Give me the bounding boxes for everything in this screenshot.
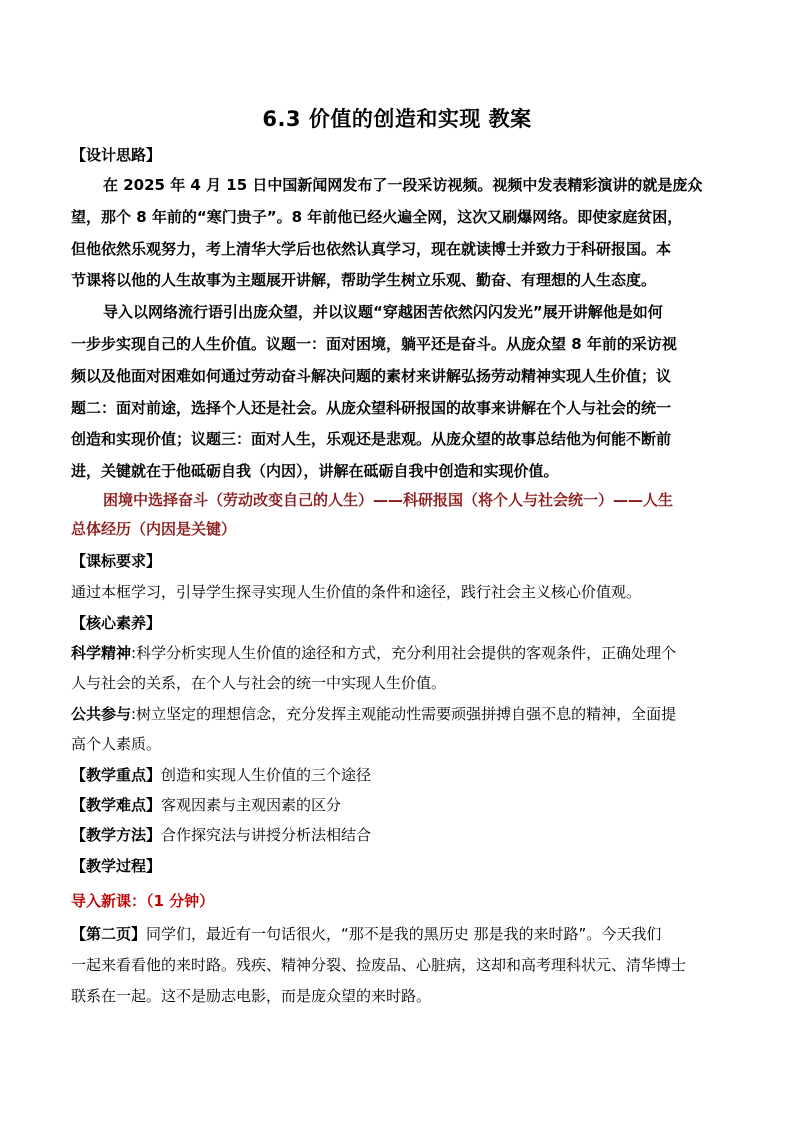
difficulty-text: 客观因素与主观因素的区分 (161, 796, 342, 814)
intro-page-label: 【第二页】 (71, 925, 147, 943)
literacy-public-line1 (71, 704, 676, 724)
method-label: 【教学方法】 (71, 826, 162, 844)
method-text: 合作探究法与讲授分析法相结合 (161, 826, 372, 844)
literacy-public-line2: 高个人素质。 (71, 735, 162, 753)
design-para2-line1: 导入以网络流行语引出庞众望，并以议题“穿越困苦依然闪闪发光”展开讲解他是如何 (103, 303, 663, 321)
design-para1-line3: 但他依然乐观努力，考上清华大学后也依然认真学习，现在就读博士并致力于科研报国。本 (71, 240, 672, 258)
literacy-science-text: :科学分析实现人生价值的途径和方式，充分利用社会提供的客观条件，正确处理个 (131, 644, 677, 662)
design-para2-line3: 频以及他面对困难如何通过劳动奋斗解决问题的素材来讲解弘扬劳动精神实现人生价值；议 (71, 367, 672, 385)
process-heading: 【教学过程】 (71, 857, 162, 875)
intro-heading: 导入新课：（1 分钟） (71, 892, 215, 910)
curriculum-text: 通过本框学习，引导学生探寻实现人生价值的条件和途径，践行社会主义核心价值观。 (71, 583, 642, 601)
key-point-row (71, 765, 371, 785)
difficulty-row (71, 795, 341, 815)
document-title: 6.3 价值的创造和实现 教案 (262, 107, 532, 131)
design-para2-line4: 题二：面对前途，选择个人还是社会。从庞众望科研报国的故事来讲解在个人与社会的统一 (71, 399, 672, 417)
intro-line3: 联系在一起。这不是励志电影，而是庞众望的来时路。 (71, 987, 432, 1005)
difficulty-label: 【教学难点】 (71, 796, 162, 814)
design-summary-line2: 总体经历（内因是关键） (71, 520, 237, 538)
literacy-public-text: :树立坚定的理想信念，充分发挥主观能动性需要顽强拼搏自强不息的精神，全面提 (131, 705, 677, 723)
design-para2-line2: 一步步实现自己的人生价值。议题一：面对困境，躺平还是奋斗。从庞众望 8 年前的采访视 (71, 335, 677, 353)
design-heading: 【设计思路】 (71, 146, 162, 164)
intro-line1-text: 同学们，最近有一句话很火，“那不是我的黑历史 那是我的来时路”。今天我们 (146, 925, 662, 943)
literacy-science-line1 (71, 643, 676, 663)
design-para1-line4: 节课将以他的人生故事为主题展开讲解，帮助学生树立乐观、勤奋、有理想的人生态度。 (71, 271, 657, 289)
design-para2-line5: 创造和实现价值；议题三：面对人生，乐观还是悲观。从庞众望的故事总结他为何能不断前 (71, 430, 672, 448)
design-para2-line6: 进，关键就在于他砥砺自我（内因），讲解在砥砺自我中创造和实现价值。 (71, 462, 559, 480)
curriculum-heading: 【课标要求】 (71, 552, 162, 570)
design-summary-line1: 困境中选择奋斗（劳动改变自己的人生）——科研报国（将个人与社会统一）——人生 (103, 491, 674, 509)
method-row (71, 825, 371, 845)
key-point-label: 【教学重点】 (71, 766, 162, 784)
intro-line2: 一起来看看他的来时路。残疾、精神分裂、捡废品、心脏病，这却和高考理科状元、清华博士 (71, 956, 687, 974)
design-para1-line1: 在 2025 年 4 月 15 日中国新闻网发布了一段采访视频。视频中发表精彩演讲的就是庞众 (103, 176, 703, 194)
literacy-public-label: 公共参与 (71, 705, 132, 723)
intro-line1 (71, 924, 661, 944)
literacy-heading: 【核心素养】 (71, 614, 162, 632)
key-point-text: 创造和实现人生价值的三个途径 (161, 766, 372, 784)
design-para1-line2: 望，那个 8 年前的“寒门贵子”。8 年前他已经火遍全网，这次又刷爆网络。即使家庭贫困， (71, 208, 683, 226)
literacy-science-line2: 人与社会的关系，在个人与社会的统一中实现人生价值。 (71, 674, 447, 692)
literacy-science-label: 科学精神 (71, 644, 132, 662)
